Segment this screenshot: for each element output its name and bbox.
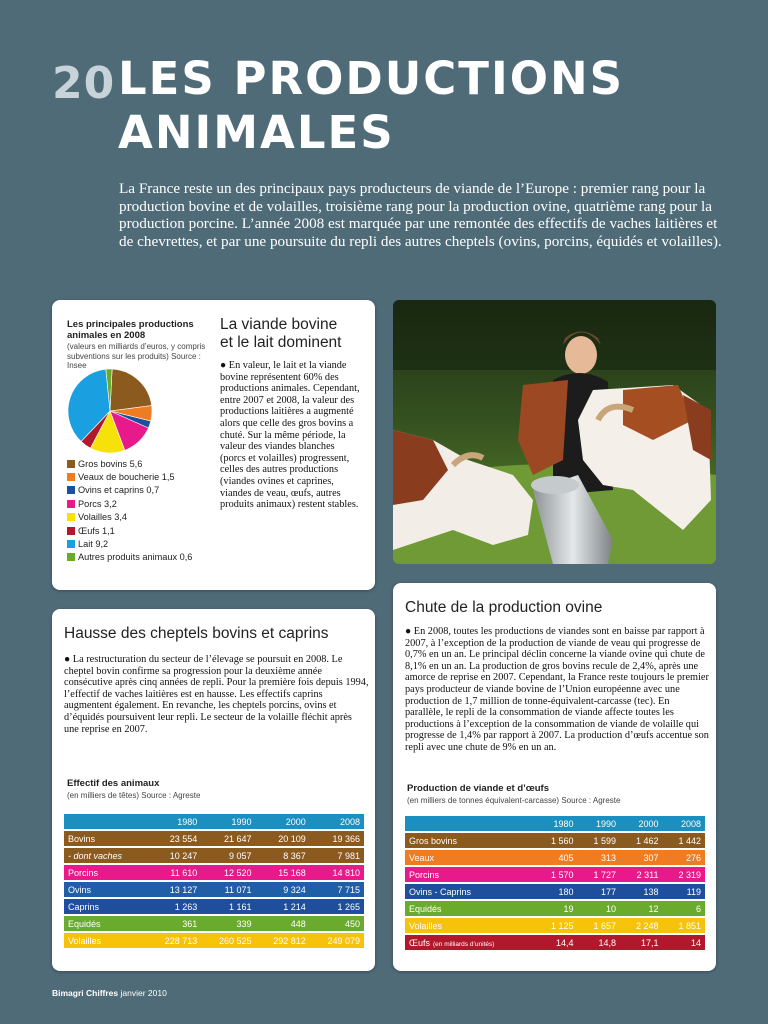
table-cell: 8 367 xyxy=(255,848,309,863)
row-label: Veaux xyxy=(409,852,435,863)
column-header: 1980 xyxy=(535,816,577,831)
production-table xyxy=(405,814,705,952)
table-cell: 1 214 xyxy=(255,899,309,914)
effectif-table-source: Source : Agreste xyxy=(141,791,201,800)
table-row xyxy=(405,867,705,882)
pie-card-heading-line2: et le lait dominent xyxy=(220,334,342,351)
table-row xyxy=(64,933,364,948)
column-header xyxy=(405,816,535,831)
table-cell: 1 599 xyxy=(578,833,620,848)
table-cell: 20 109 xyxy=(255,831,309,846)
effectif-table-title: Effectif des animaux xyxy=(67,778,160,789)
legend-item xyxy=(67,524,217,537)
table-row xyxy=(405,884,705,899)
table-cell: 1 125 xyxy=(535,918,577,933)
row-label-cell xyxy=(405,918,535,933)
table-cell: 276 xyxy=(662,850,705,865)
ovine-card xyxy=(393,583,716,971)
table-cell: 450 xyxy=(310,916,364,931)
row-label: Equidés xyxy=(68,918,101,929)
table-cell: 228 713 xyxy=(147,933,201,948)
page-title-line2: ANIMALES xyxy=(118,106,395,159)
table-cell: 1 657 xyxy=(578,918,620,933)
legend-swatch xyxy=(67,486,75,494)
pie-card-heading-line1: La viande bovine xyxy=(220,316,338,333)
table-cell: 1 560 xyxy=(535,833,577,848)
row-label-cell xyxy=(64,882,147,897)
pie-chart-title: Les principales productions animales en 2008 xyxy=(67,319,194,341)
row-label-cell xyxy=(64,933,147,948)
pie-chart xyxy=(65,366,155,456)
row-label-cell xyxy=(405,935,535,950)
cows-photo-image xyxy=(393,300,716,564)
table-cell: 249 079 xyxy=(310,933,364,948)
table-row xyxy=(64,882,364,897)
legend-swatch xyxy=(67,527,75,535)
legend-label: Autres produits animaux 0,6 xyxy=(78,552,193,563)
table-cell: 7 715 xyxy=(310,882,364,897)
legend-swatch xyxy=(67,500,75,508)
intro-paragraph: La France reste un des principaux pays producteurs de viande de l’Europe : premier rang pour la production bovine et de volailles, troisième rang pour la production ovine, quatrième rang pour la production porcine. L’année 2008 est marquée par une remontée des effectifs de vaches laitières et de chevrettes, et par une poursuite du repli des autres cheptels (ovins, porcins, équidés et volailles). xyxy=(119,180,722,250)
row-label: Equidés xyxy=(409,903,442,914)
table-cell: 11 610 xyxy=(147,865,201,880)
legend-item xyxy=(67,551,217,564)
row-label: Ovins - Caprins xyxy=(409,886,472,897)
table-cell: 2 319 xyxy=(662,867,705,882)
table-cell: 15 168 xyxy=(255,865,309,880)
row-label: Porcins xyxy=(409,869,440,880)
table-cell: 180 xyxy=(535,884,577,899)
table-cell: 292 812 xyxy=(255,933,309,948)
production-table-title: Production de viande et d’œufs xyxy=(407,783,549,794)
legend-label: Porcs 3,2 xyxy=(78,498,117,509)
cheptels-card xyxy=(52,609,375,971)
legend-item xyxy=(67,484,217,497)
column-header: 2000 xyxy=(255,814,309,829)
table-cell: 14 xyxy=(662,935,705,950)
effectif-table-subtitle xyxy=(67,791,200,801)
row-label: Volailles xyxy=(68,935,102,946)
pie-legend xyxy=(67,457,217,564)
pie-card-text-body: En valeur, le lait et la viande bovine représentent 60% des productions animales. Cependant, entre 2007 et 2008, la valeur des productions laitières a augmenté alors que celle des gros bovins a chuté. Sur la même période, la valeur des viandes blanches (porcs et volailles) progressent, celles des autres productions (viandes ovines et caprines, viandes de veau, œufs, autres produits animaux) restent stables. xyxy=(220,360,360,511)
table-cell: 119 xyxy=(662,884,705,899)
legend-swatch xyxy=(67,513,75,521)
table-cell: 138 xyxy=(620,884,662,899)
legend-item xyxy=(67,470,217,483)
row-label: Bovins xyxy=(68,833,96,844)
pie-chart-subtitle-text: (valeurs en milliards d’euros, y compris subventions sur les produits) xyxy=(67,342,206,361)
legend-swatch xyxy=(67,473,75,481)
table-row xyxy=(405,850,705,865)
row-label: Caprins xyxy=(68,901,100,912)
production-table-source: Source : Agreste xyxy=(561,796,621,805)
table-cell: 9 057 xyxy=(201,848,255,863)
column-header: 1990 xyxy=(201,814,255,829)
row-label-cell xyxy=(64,916,147,931)
legend-item xyxy=(67,537,217,550)
row-label-cell xyxy=(64,899,147,914)
ovine-text-body: En 2008, toutes les productions de viandes sont en baisse par rapport à 2007, à l’exception de la production de viande de veau qui progresse de 0,7% en un an. Le principal déclin concerne la viande ovine qui chute de 8,1% en un an. La production de gros bovins recule de 2,4%, après une amorce de reprise en 2007. Cependant, la France reste toujours le premier pays producteur de viande bovine de l’Union européenne avec une production de 1,7 million de tonne-équivalent-carcasse (tec). En parallèle, le repli de la consommation de viande affecte toutes les productions à l’exception de la consommation de viande de volaille qui progresse de 1,4% par rapport à 2007. La production d’œufs accentue son repli avec une chute de 9% en un an. xyxy=(405,626,709,753)
table-cell: 17,1 xyxy=(620,935,662,950)
row-label: Gros bovins xyxy=(409,835,458,846)
table-cell: 13 127 xyxy=(147,882,201,897)
row-label: - dont vaches xyxy=(68,850,123,861)
table-row xyxy=(64,831,364,846)
row-label-cell xyxy=(64,865,147,880)
legend-label: Gros bovins 5,6 xyxy=(78,458,143,469)
table-cell: 19 366 xyxy=(310,831,364,846)
table-row xyxy=(405,935,705,950)
table-cell: 313 xyxy=(578,850,620,865)
table-cell: 10 xyxy=(578,901,620,916)
production-table-subtitle-text: (en milliers de tonnes équivalent-carcasse) xyxy=(407,796,560,805)
table-cell: 19 xyxy=(535,901,577,916)
bullet-icon: ● xyxy=(64,654,73,665)
table-cell: 1 851 xyxy=(662,918,705,933)
bullet-icon: ● xyxy=(220,360,229,371)
table-cell: 448 xyxy=(255,916,309,931)
effectif-table-subtitle-text: (en milliers de têtes) xyxy=(67,791,140,800)
cheptels-text xyxy=(64,654,369,735)
column-header: 2008 xyxy=(310,814,364,829)
table-cell: 14,8 xyxy=(578,935,620,950)
table-cell: 11 071 xyxy=(201,882,255,897)
row-label-cell xyxy=(405,901,535,916)
pie-card-heading xyxy=(220,316,370,352)
table-cell: 21 647 xyxy=(201,831,255,846)
table-cell: 9 324 xyxy=(255,882,309,897)
table-cell: 361 xyxy=(147,916,201,931)
row-label-cell xyxy=(64,831,147,846)
column-header: 2000 xyxy=(620,816,662,831)
table-cell: 12 xyxy=(620,901,662,916)
table-cell: 23 554 xyxy=(147,831,201,846)
legend-swatch xyxy=(67,540,75,548)
legend-label: Œufs 1,1 xyxy=(78,525,115,536)
pie-chart-card xyxy=(52,300,375,590)
table-row xyxy=(64,848,364,863)
table-cell: 6 xyxy=(662,901,705,916)
table-cell: 1 462 xyxy=(620,833,662,848)
ovine-text xyxy=(405,626,710,754)
table-cell: 1 265 xyxy=(310,899,364,914)
legend-label: Volailles 3,4 xyxy=(78,512,128,523)
row-label: Porcins xyxy=(68,867,99,878)
cheptels-title: Hausse des cheptels bovins et caprins xyxy=(64,625,329,642)
table-cell: 1 263 xyxy=(147,899,201,914)
row-label-cell xyxy=(405,833,535,848)
legend-label: Ovins et caprins 0,7 xyxy=(78,485,160,496)
row-label-note: (en milliards d’unités) xyxy=(433,940,495,948)
production-table-subtitle xyxy=(407,796,620,806)
table-row xyxy=(64,916,364,931)
bullet-icon: ● xyxy=(405,626,414,637)
table-cell: 14 810 xyxy=(310,865,364,880)
table-cell: 339 xyxy=(201,916,255,931)
row-label: Volailles xyxy=(409,920,443,931)
table-cell: 12 520 xyxy=(201,865,255,880)
legend-swatch xyxy=(67,460,75,468)
page-number: 20 xyxy=(52,58,116,109)
table-cell: 10 247 xyxy=(147,848,201,863)
page-title xyxy=(118,52,624,160)
table-row xyxy=(64,865,364,880)
legend-item xyxy=(67,457,217,470)
table-cell: 177 xyxy=(578,884,620,899)
table-cell: 260 525 xyxy=(201,933,255,948)
effectif-table xyxy=(64,812,364,950)
legend-swatch xyxy=(67,553,75,561)
column-header: 1980 xyxy=(147,814,201,829)
row-label: Œufs xyxy=(409,937,431,948)
table-cell: 1 442 xyxy=(662,833,705,848)
pie-slice-gros-bovins xyxy=(110,369,152,411)
table-cell: 2 311 xyxy=(620,867,662,882)
footer xyxy=(52,988,167,998)
pie-card-text xyxy=(220,360,360,511)
table-row xyxy=(405,833,705,848)
row-label: Ovins xyxy=(68,884,92,895)
cheptels-text-body: La restructuration du secteur de l’élevage se poursuit en 2008. Le cheptel bovin confirme sa progression pour la deuxième année consécutive après cinq années de repli. Pour la première fois depuis 1994, l’effectif de vaches laitières est en hausse. Les effectifs caprins augmentent également. En revanche, les cheptels porcins, ovins et d’équidés poursuivent leur repli. Le secteur de la volaille fléchit après une reprise en 2007. xyxy=(64,654,369,735)
table-cell: 307 xyxy=(620,850,662,865)
table-row xyxy=(64,899,364,914)
table-row xyxy=(405,918,705,933)
footer-date: janvier 2010 xyxy=(120,988,167,998)
legend-label: Lait 9,2 xyxy=(78,539,109,550)
table-header-row xyxy=(64,814,364,829)
legend-item xyxy=(67,511,217,524)
ovine-title: Chute de la production ovine xyxy=(405,599,603,616)
column-header xyxy=(64,814,147,829)
column-header: 2008 xyxy=(662,816,705,831)
column-header: 1990 xyxy=(578,816,620,831)
row-label-cell xyxy=(64,848,147,863)
table-header-row xyxy=(405,816,705,831)
table-cell: 405 xyxy=(535,850,577,865)
page-title-line1: LES PRODUCTIONS xyxy=(118,52,625,105)
legend-item xyxy=(67,497,217,510)
footer-brand: Bimagri Chiffres xyxy=(52,988,119,998)
table-cell: 1 727 xyxy=(578,867,620,882)
table-cell: 2 248 xyxy=(620,918,662,933)
table-row xyxy=(405,901,705,916)
table-cell: 14,4 xyxy=(535,935,577,950)
row-label-cell xyxy=(405,850,535,865)
table-cell: 7 981 xyxy=(310,848,364,863)
pie-chart-source: Source : Insee xyxy=(67,351,201,370)
row-label-cell xyxy=(405,867,535,882)
table-cell: 1 161 xyxy=(201,899,255,914)
cows-photo xyxy=(393,300,716,564)
table-cell: 1 570 xyxy=(535,867,577,882)
row-label-cell xyxy=(405,884,535,899)
legend-label: Veaux de boucherie 1,5 xyxy=(78,472,175,483)
